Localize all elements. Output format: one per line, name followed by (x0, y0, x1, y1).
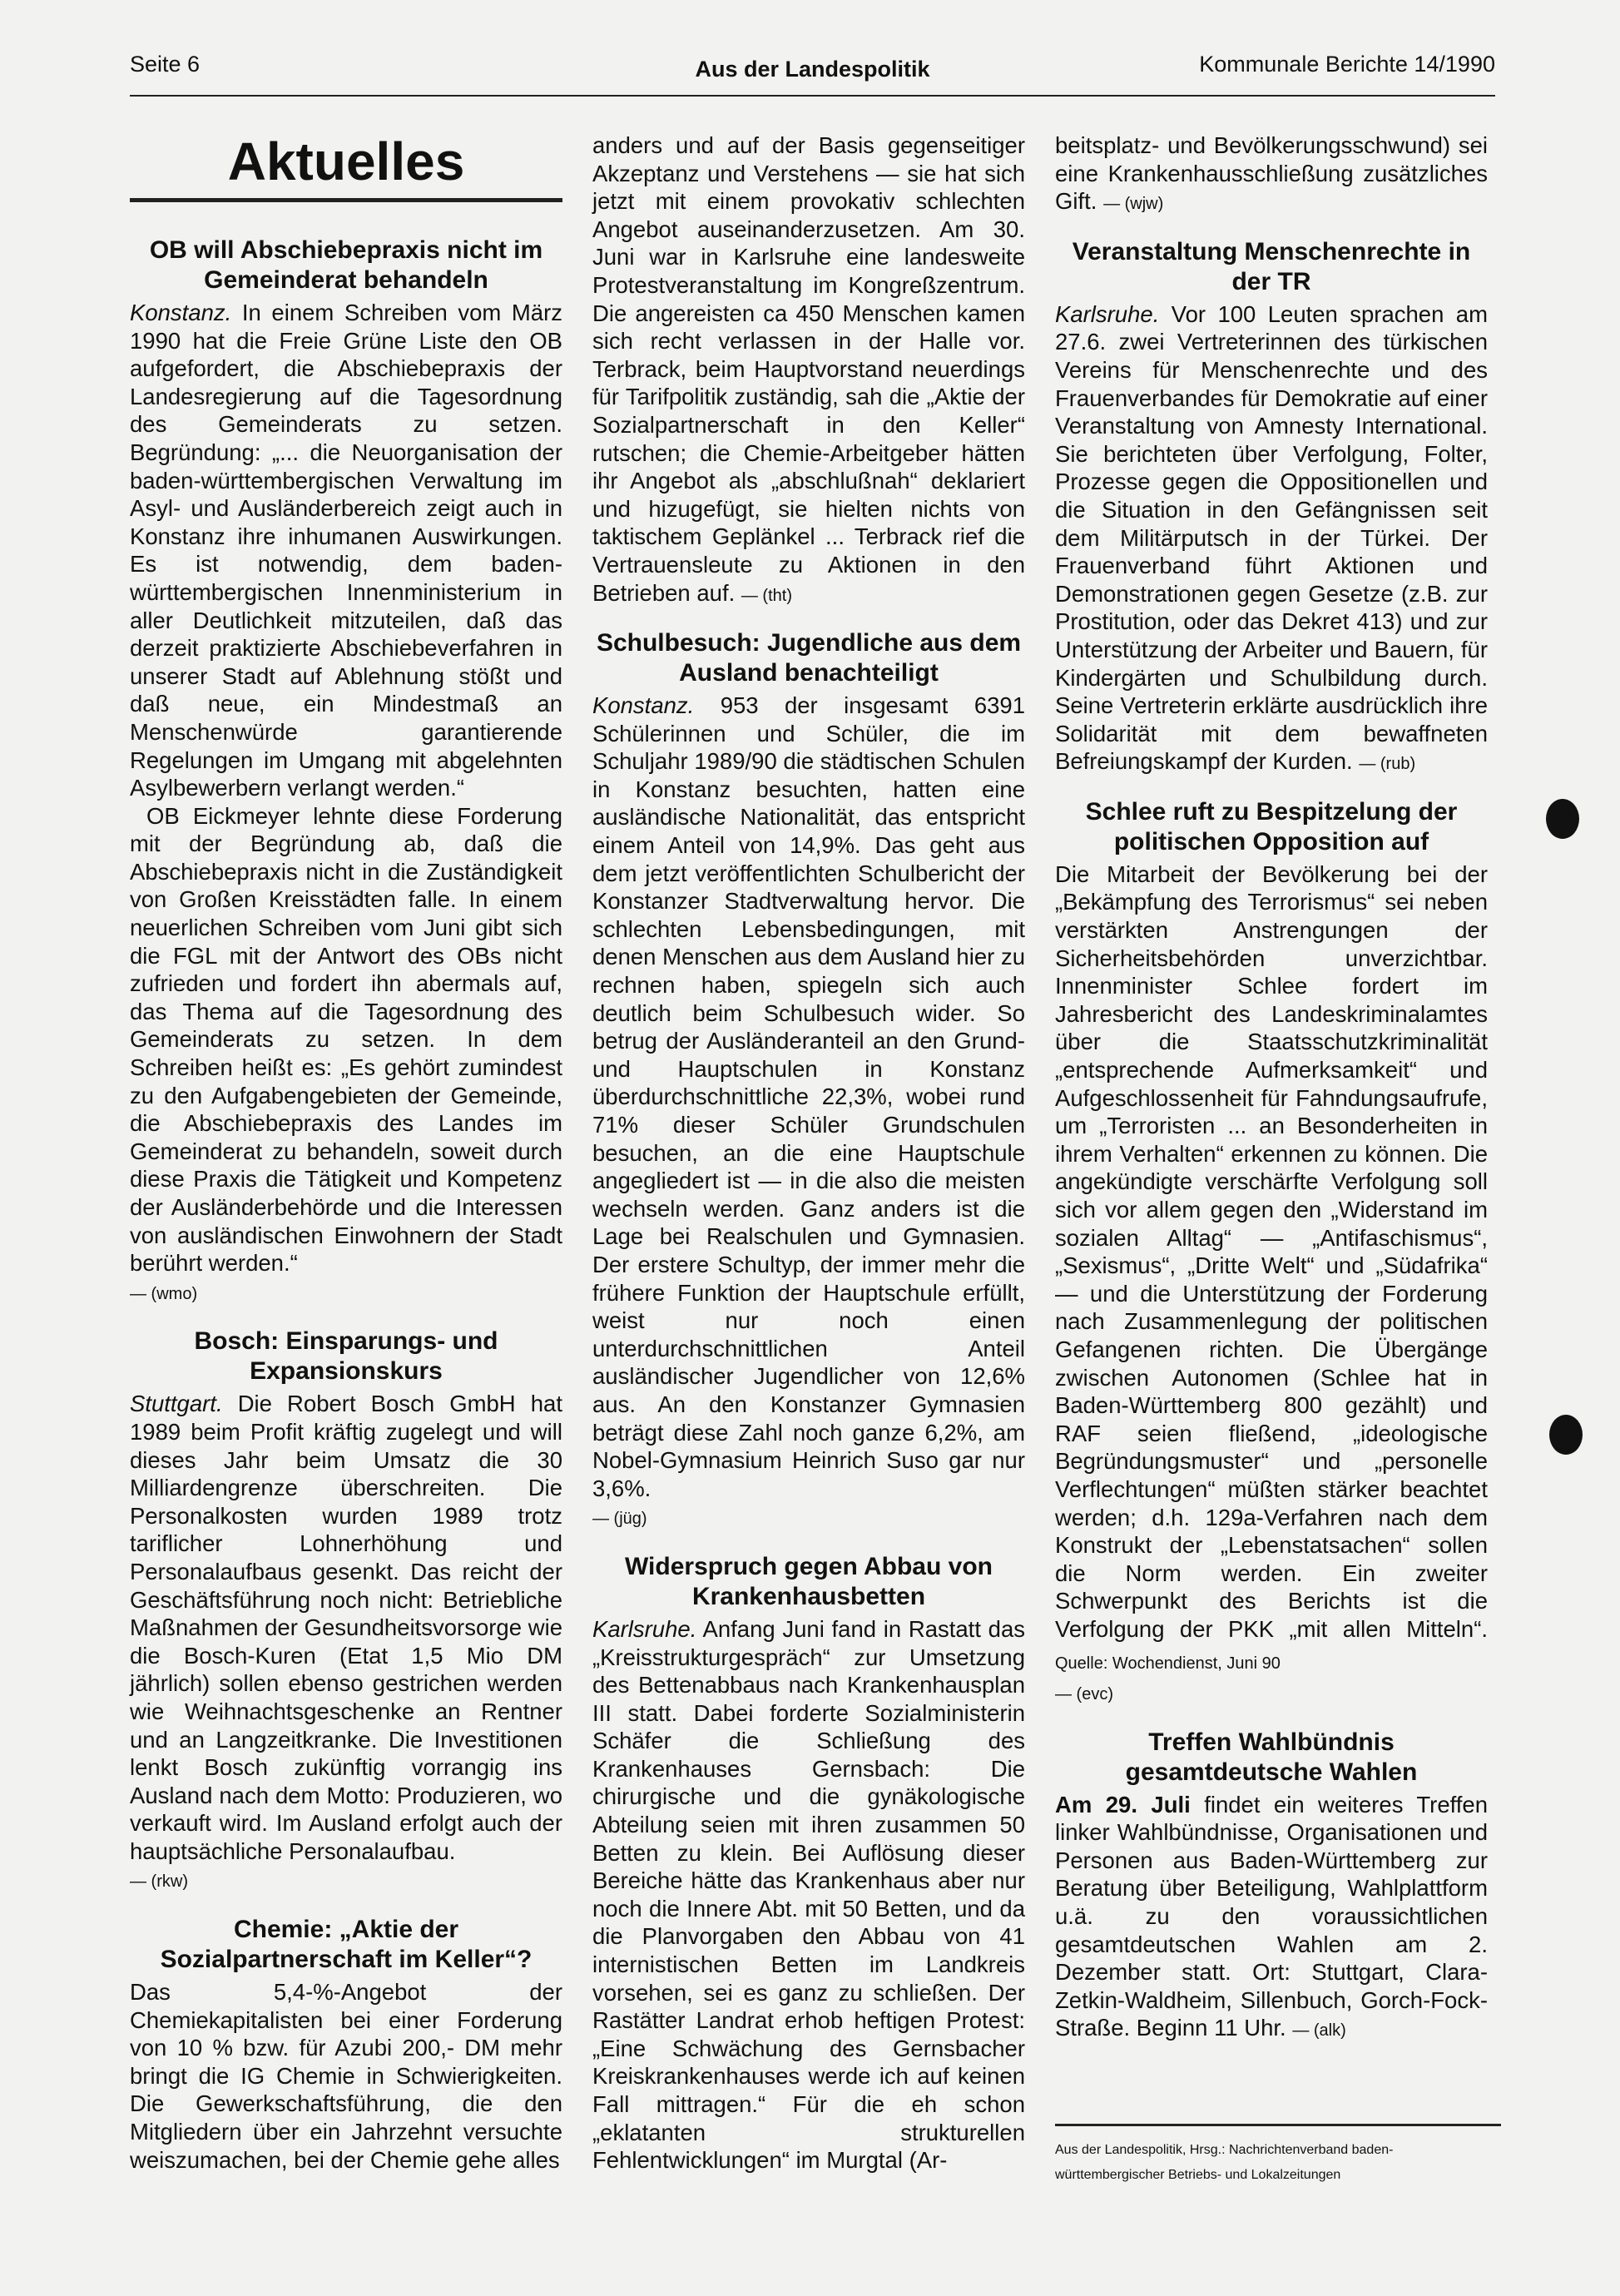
article-title-widerspruch: Widerspruch gegen Abbau von Krankenhausbetten (625, 1552, 993, 1610)
article-title-ob: OB will Abschiebepraxis nicht im Gemeinderat behandeln (149, 236, 543, 294)
author-signature: — (tht) (741, 586, 792, 605)
article-title-chemie: Chemie: „Aktie der Sozialpartnerschaft im Keller“? (160, 1916, 533, 1974)
source-note: Quelle: Wochendienst, Juni 90 (1055, 1654, 1281, 1673)
section-header: Aus der Landespolitik (695, 57, 930, 82)
section-rule (130, 198, 562, 202)
article-title-veranstaltung: Veranstaltung Menschenrechte in der TR (1072, 237, 1471, 295)
article-body-bosch: Stuttgart. Die Robert Bosch GmbH hat 1989 beim Profit kräftig zugelegt und will dieses Jahr beim Umsatz die 30 Milliardengrenze überschreiten. Die Personalkosten wurden 1989 trotz tariflicher Lohnerhöhung und Personalaufbaus gesenkt. Das reicht der Geschäftsführung noch nicht: Betriebliche Maßnahmen der Gesundheitsvorsorge wie die Bosch-Kuren (Etat 1,5 Mio DM jährlich) sollen ebenso gestrichen werden wie Weihnachtsgeschenke an Rentner und an Langzeitkranke. Die Investitionen lenkt Bosch zukünftig vorrangig ins Ausland nach dem Motto: Produzieren, wo verkauft wird. Im Ausland erfolgt auch der hauptsächliche Personalaufbau. — (rkw) (130, 1391, 562, 1892)
column-1 (130, 131, 562, 2174)
event-date: Am 29. Juli (1055, 1791, 1191, 1817)
article-body-schlee: Die Mitarbeit der Bevölkerung bei der „Bekämpfung des Terrorismus“ sei neben verstärkten Anstrengungen der Sicherheitsbehörden unverzichtbar. Innenminister Schlee fordert im Jahresbericht des Landeskriminalamtes über die Staatsschutzkriminalität „entsprechende Aufmerksamkeit“ und Aufgeschlossenheit für Fahndungsaufrufe, um „Terroristen ... an Besonderheiten in ihrem Verhalten“ erkennen zu können. Die angekündigte verschärfte Verfolgung soll sich vor allem gegen den „Widerstand im sozialen Alltag“ — „Antifaschismus“, „Sexismus“, „Dritte Welt“ und „Südafrika“ — und die Unterstützung der Forderung nach Zusammenlegung der politischen Gefangenen richten. Die Übergänge zwischen Autonomen (Schlee hat in Baden-Württemberg 800 gezählt) und RAF seien fließend, „ideologische Begründungsmuster“ und „personelle Verflechtungen“ müßten stärker beachtet werden; d.h. 129a-Verfahren nach dem Konstrukt der „Lebenstatsachen“ sollen die Norm werden. Ein zweiter Schwerpunkt des Berichts ist die Verfolgung der PKK „mit allen Mitteln“. Quelle: Wochendienst, Juni 90 — (evc) (1055, 860, 1488, 1704)
punch-hole (1546, 799, 1579, 839)
article-body-chemie-part1: Das 5,4-%-Angebot der Chemiekapitalisten bei einer Forderung von 10 % bzw. für Azubi 200,- DM mehr bringt die IG Chemie in Schwierigkeiten. Die Gewerkschaftsführung, die den Mitgliedern über ein Jahrzehnt versuchte weiszumachen, bei der Chemie gehe alles (130, 1979, 562, 2173)
article-title-schlee: Schlee ruft zu Bespitzelung der politischen Opposition auf (1085, 797, 1458, 855)
page-number: Seite 6 (130, 52, 201, 77)
article-body-widerspruch-part1: Karlsruhe. Anfang Juni fand in Rastatt das „Kreisstrukturgespräch“ zur Umsetzung des Bettenabbaus nach Krankenhausplan III statt. Dabei forderte Sozialministerin Schäfer die Schließung des Krankenhauses Gernsbach: Die chirurgische und die gynäkologische Abteilung seien mit ihren zusammen 50 Betten zu klein. Bei Auflösung dieser Bereiche hätte das Krankenhaus aber nur noch die Innere Abt. mit 50 Betten, und da die Planvorgaben den Abbau von 41 internistischen Betten im Landkreis vorsehen, sei es ganz zu schließen. Der Rastätter Landrat erhob heftigen Protest: „Eine Schwächung des Gernsbacher Kreiskrankenhauses werde ich auf keinen Fall mittragen.“ Für die eh schon „eklatanten strukturellen Fehlentwicklungen“ im Murgtal (Ar- (592, 1615, 1025, 2174)
author-signature: — (evc) (1055, 1685, 1113, 1704)
article-place: Konstanz. (130, 300, 232, 325)
article-body-chemie-part2: anders und auf der Basis gegenseitiger Akzeptanz und Verstehens — sie hat sich jetzt mit einem provokativ schlechten Angebot auseinanderzusetzen. Am 30. Juni war in Karlsruhe eine landesweite Protestveranstaltung im Kongreßzentrum. Die angereisten ca 450 Menschen kamen sich recht verlassen in der Halle vor. Terbrack, beim Hauptvorstand neuerdings für Tarifpolitik zuständig, sah die „Aktie der Sozialpartnerschaft in den Keller“ rutschen; die Chemie-Arbeitgeber hätten ihr Angebot als „abschlußnah“ deklariert und hizugefügt, sie hielten nichts von taktischem Geplänkel ... Terbrack rief die Vertrauensleute zu Aktionen in den Betrieben auf. — (tht) (592, 132, 1025, 606)
author-signature: — (alk) (1292, 2021, 1346, 2041)
article-title-treffen: Treffen Wahlbündnis gesamtdeutsche Wahlen (1125, 1728, 1418, 1786)
author-signature: — (rub) (1359, 755, 1416, 774)
article-title-bosch: Bosch: Einsparungs- und Expansionskurs (194, 1327, 498, 1386)
article-body-treffen: Am 29. Juli findet ein weiteres Treffen linker Wahlbündnisse, Organisationen und Personen aus Baden-Württemberg zur Beratung über Beteiligung, Wahlplattform u.ä. zu den voraussichtlichen gesamtdeutschen Wahlen am 2. Dezember statt. Ort: Stuttgart, Clara-Zetkin-Waldheim, Sillenbuch, Gorch-Fock-Straße. Beginn 11 Uhr. — (alk) (1055, 1791, 1488, 2041)
section-title: Aktuelles (227, 131, 465, 191)
page-header (130, 52, 1495, 97)
punch-hole (1549, 1415, 1583, 1455)
column-3 (1055, 131, 1488, 2046)
column-2 (592, 131, 1025, 2175)
author-signature: — (wjw) (1103, 195, 1164, 214)
article-body-widerspruch-part2: beitsplatz- und Bevölkerungsschwund) sei eine Krankenhausschließung zusätzliches Gift. — (wjw) (1055, 132, 1488, 215)
author-signature: — (rkw) (130, 1872, 188, 1892)
article-body-veranstaltung: Karlsruhe. Vor 100 Leuten sprachen am 27.6. zwei Vertreterinnen des türkischen Vereins für Menschenrechte und des Frauenverbandes für Demokratie auf einer Veranstaltung von Amnesty International. Sie berichteten über Verfolgung, Folter, Prozesse gegen die Oppositionellen und die Situation in den Gefängnissen seit dem Militärputsch in der Türkei. Der Frauenverband führt Aktionen und Demonstrationen gegen Gesetze (z.B. zur Prostitution, oder das Dekret 413) und zur Unterstützung der Arbeiter und Bauern, für Kindergärten und Schulbildung durch. Seine Vertreterin erklärte ausdrücklich ihre Solidarität mit dem bewaffneten Befreiungskampf der Kurden. — (rub) (1055, 300, 1488, 775)
author-signature: — (wmo) (130, 1284, 198, 1303)
publication-issue: Kommunale Berichte 14/1990 (1199, 52, 1495, 77)
article-body-ob: Konstanz. In einem Schreiben vom März 1990 hat die Freie Grüne Liste den OB aufgefordert, die Abschiebepraxis der Landesregierung auf die Tagesordnung des Gemeinderats zu setzen. Begründung: „... die Neuorganisation der baden-württembergischen Verwaltung im Asyl- und Ausländerbereich zeigt auch in Konstanz ihre inhumanen Auswirkungen. Es ist notwendig, dem baden-württembergischen Innenministerium in aller Deutlichkeit mitzuteilen, daß das derzeit praktizierte Abschiebeverfahren in unserer Stadt auf Ablehnung stößt und daß neue, ein Mindestmaß an Menschenwürde garantierende Regelungen im Umgang mit abgelehnten Asylbewerbern verlangt werden.“ OB Eickmeyer lehnte diese Forderung mit der Begründung ab, daß die Abschiebepraxis nicht in die Zuständigkeit von Großen Kreisstädten falle. In einem neuerlichen Schreiben vom Juni gibt sich die FGL mit der Antwort des OBs nicht zufrieden und fordert ihn abermals auf, das Thema auf die Tagesordnung des Gemeinderats zu setzen. In dem Schreiben heißt es: „Es gehört zumindest zu den Aufgabengebieten der Gemeinde, die Abschiebepraxis des Landes im Gemeinderat zu behandeln, soweit durch diese Praxis die Tätigkeit und Kompetenz der Ausländerbehörde und die Interessen von ausländischen Einwohnern der Stadt berührt werden.“ — (wmo) (130, 300, 562, 1303)
article-body-schulbesuch: Konstanz. 953 der insgesamt 6391 Schülerinnen und Schüler, die im Schuljahr 1989/90 die städtischen Schulen in Konstanz besuchten, hatten eine ausländische Nationalität, das entspricht einem Anteil von 14,9%. Das geht aus dem jetzt veröffentlichten Schulbericht der Konstanzer Stadtverwaltung hervor. Die schlechten Lebensbedingungen, mit denen Menschen aus dem Ausland hier zu rechnen haben, spiegeln sich auch deutlich beim Schulbesuch wider. So betrug der Ausländeranteil an den Grund- und Hauptschulen in Konstanz überdurchschnittliche 22,3%, wobei rund 71% dieser Schüler Grundschulen besuchen, an die eine Hauptschule angegliedert ist — in die also die meisten wechseln werden. Ganz anders ist die Lage bei Realschulen und Gymnasien. Der erstere Schultyp, der immer mehr die frühere Funktion der Hauptschule erfüllt, weist nur noch einen unterdurchschnittlichen Anteil ausländischer Jugendlicher von 12,6% aus. An den Konstanzer Gymnasien beträgt diese Zahl noch ganze 6,2%, am Nobel-Gymnasium Heinrich Suso gar nur 3,6%. — (jüg) (592, 692, 1025, 1529)
author-signature: — (jüg) (592, 1510, 647, 1529)
colophon: Aus der Landespolitik, Hrsg.: Nachrichtenverband baden-württembergischer Betriebs- und Lokalzeitungen (1055, 2124, 1501, 2188)
article-title-schulbesuch: Schulbesuch: Jugendliche aus dem Ausland benachteiligt (596, 629, 1022, 687)
